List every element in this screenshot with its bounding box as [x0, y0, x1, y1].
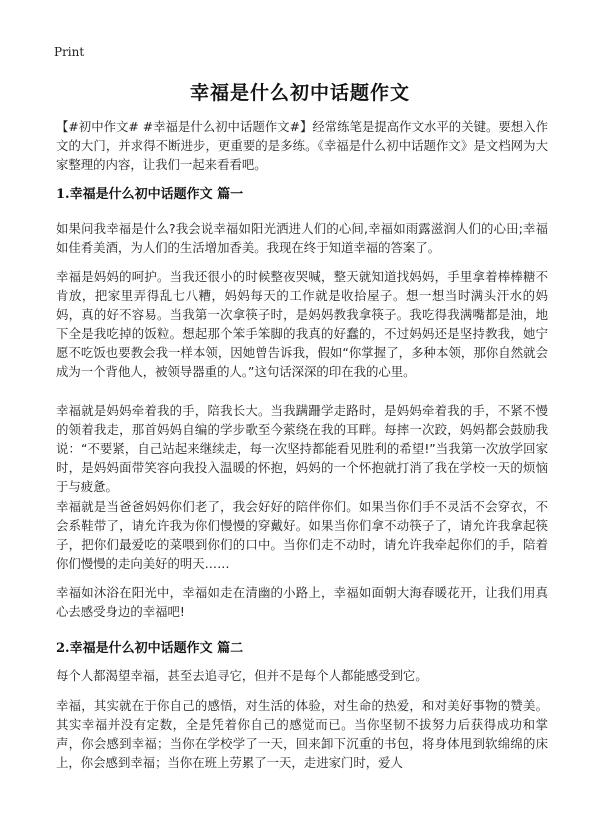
- section-2-paragraph-2: 幸福，其实就在于你自己的感悟，对生活的体验，对生命的热爱，和对美好事物的赞美。其实幸福并没有定数，全是凭着你自己的感觉而已。当你坚韧不拔努力后获得成功和掌声，你会感到幸福；当你在学校学了一天，回来卸下沉重的书包，将身体甩到软绵绵的床上，你会感到幸福；当你在班上劳累了一天，走进家门时，爱人: [56, 698, 548, 770]
- section-1-paragraph-3: 幸福就是妈妈牵着我的手，陪我长大。当我蹒跚学走路时，是妈妈牵着我的手，不紧不慢的领着我走，那首妈妈自编的学步歌至今萦绕在我的耳畔。每摔一次跤，妈妈都会鼓励我说：“不要紧，自己站起来继续走，每一次坚持都能看见胜利的希望!”当我第一次放学回家时，是妈妈面带笑容向我投入温暖的怀抱，妈妈的一个怀抱就打消了我在学校一天的烦恼于与疲惫。: [56, 403, 548, 494]
- section-1-paragraph-2: 幸福是妈妈的呵护。当我还很小的时候整夜哭喊，整天就知道找妈妈，手里拿着棒棒糖不肯放，把家里弄得乱七八糟，妈妈每天的工作就是收拾屋子。想一想当时满头汗水的妈妈，真的好不容易。当我第一次拿筷子时，是妈妈教我拿筷子。我吃得我满嘴都是油，地下全是我吃掉的饭粒。想起那个笨手笨脚的我真的好蠢的，不过妈妈还是坚持教我，她宁愿不吃饭也要教会我一样本领，因她曾告诉我，假如“你掌握了，多种本领，那你自然就会成为一个背他人，被领导器重的人。”这句话深深的印在我的心里。: [56, 269, 548, 379]
- intro-paragraph: 【#初中作文# #幸福是什么初中话题作文#】经常练笔是提高作文水平的关键。要想入作文的大门，并求得不断进步，更重要的是多练。《幸福是什么初中话题作文》是文档网为大家整理的内容，让我们一起来看看吧。: [56, 119, 548, 172]
- section-heading-1: 1.幸福是什么初中话题作文 篇一: [56, 187, 244, 202]
- section-1-paragraph-4: 幸福就是当爸爸妈妈你们老了，我会好好的陪伴你们。如果当你们手不灵活不会穿衣，不会系鞋带了，请允许我为你们慢慢的穿戴好。如果当你们拿不动筷子了，请允许我拿起筷子，把你们最爱吃的菜喂到你们的口中。当你们走不动时，请允许我牵起你们的手，陪着你们慢慢的走向美好的明天……: [56, 499, 548, 571]
- print-link[interactable]: Print: [54, 45, 85, 59]
- document-title: 幸福是什么初中话题作文: [189, 82, 410, 104]
- section-1-paragraph-5: 幸福如沐浴在阳光中，幸福如走在清幽的小路上，幸福如面朝大海春暖花开，让我们用真心去感受身边的幸福吧!: [56, 585, 548, 619]
- section-2-paragraph-1: 每个人都渴望幸福，甚至去追寻它，但并不是每个人都能感受到它。: [56, 668, 428, 683]
- section-1-paragraph-1: 如果问我幸福是什么?我会说幸福如阳光洒进人们的心间,幸福如雨露滋润人们的心田;幸福如佳肴美酒，为人们的生活增加香美。我现在终于知道幸福的答案了。: [56, 221, 548, 255]
- section-heading-2: 2.幸福是什么初中话题作文 篇二: [56, 641, 244, 656]
